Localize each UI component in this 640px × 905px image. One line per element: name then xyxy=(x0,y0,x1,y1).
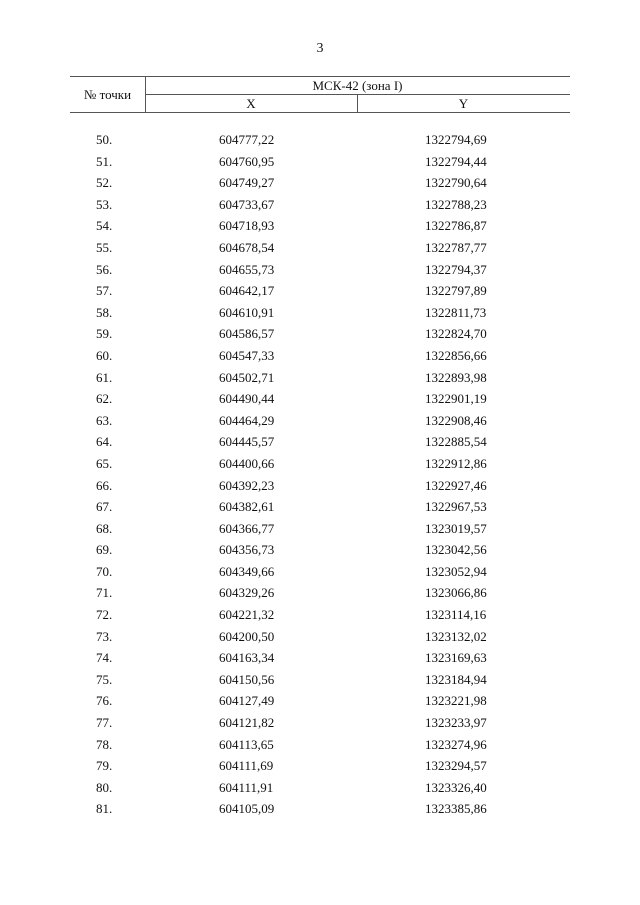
table-row xyxy=(0,626,640,648)
x-coordinate: 604356,73 xyxy=(219,542,275,558)
y-coordinate: 1323132,02 xyxy=(425,628,487,644)
x-coordinate: 604111,69 xyxy=(219,758,274,774)
y-coordinate: 1323019,57 xyxy=(425,520,487,536)
table-row xyxy=(0,777,640,799)
x-coordinate: 604445,57 xyxy=(219,434,275,450)
x-coordinate: 604111,91 xyxy=(219,779,274,795)
y-coordinate: 1322927,46 xyxy=(425,477,487,493)
point-number: 67. xyxy=(96,499,113,515)
x-coordinate: 604777,22 xyxy=(219,132,275,147)
x-coordinate: 604655,73 xyxy=(219,261,275,277)
table-row xyxy=(0,280,640,302)
point-number: 75. xyxy=(96,671,113,687)
y-coordinate: 1323233,97 xyxy=(425,715,487,731)
point-number: 54. xyxy=(96,218,113,234)
y-coordinate: 1322912,86 xyxy=(425,455,487,471)
y-coordinate: 1323184,94 xyxy=(425,671,487,687)
point-number: 71. xyxy=(96,585,113,601)
point-number: 77. xyxy=(96,715,113,731)
table-row xyxy=(0,215,640,237)
y-coordinate: 1323042,56 xyxy=(425,542,487,558)
y-coordinate: 1322790,64 xyxy=(425,175,487,191)
x-coordinate: 604718,93 xyxy=(219,218,275,234)
point-number: 79. xyxy=(96,758,113,774)
x-coordinate: 604610,91 xyxy=(219,304,275,320)
y-coordinate: 1322788,23 xyxy=(425,196,487,212)
table-row xyxy=(0,151,640,173)
x-coordinate: 604366,77 xyxy=(219,520,275,536)
x-coordinate: 604749,27 xyxy=(219,175,275,191)
x-coordinate: 604221,32 xyxy=(219,607,275,623)
table-row xyxy=(0,172,640,194)
x-coordinate: 604464,29 xyxy=(219,412,275,428)
y-coordinate: 1322794,37 xyxy=(425,261,487,277)
y-coordinate: 1322893,98 xyxy=(425,369,487,385)
y-coordinate: 1323052,94 xyxy=(425,563,487,579)
table-row xyxy=(0,561,640,583)
point-number: 69. xyxy=(96,542,113,558)
x-coordinate: 604113,65 xyxy=(219,736,274,752)
y-coordinate: 1323385,86 xyxy=(425,801,487,817)
point-number: 62. xyxy=(96,391,113,407)
point-number: 66. xyxy=(96,477,113,493)
point-number: 50. xyxy=(96,132,113,147)
table-row xyxy=(0,604,640,626)
y-coordinate: 1322967,53 xyxy=(425,499,487,515)
y-coordinate: 1322811,73 xyxy=(425,304,487,320)
point-number: 81. xyxy=(96,801,113,817)
y-coordinate: 1322794,44 xyxy=(425,153,487,169)
point-number: 73. xyxy=(96,628,113,644)
table-row xyxy=(0,388,640,410)
y-coordinate: 1322885,54 xyxy=(425,434,487,450)
x-coordinate: 604150,56 xyxy=(219,671,275,687)
table-row xyxy=(0,237,640,259)
y-coordinate: 1322797,89 xyxy=(425,283,487,299)
page-number: 3 xyxy=(316,41,324,56)
y-coordinate: 1323294,57 xyxy=(425,758,487,774)
x-coordinate: 604642,17 xyxy=(219,283,275,299)
y-coordinate: 1322786,87 xyxy=(425,218,487,234)
header-point-number: № точки xyxy=(83,87,132,102)
point-number: 70. xyxy=(96,563,113,579)
table-row xyxy=(0,690,640,712)
table-row xyxy=(0,453,640,475)
point-number: 74. xyxy=(96,650,113,666)
table-row xyxy=(0,323,640,345)
x-coordinate: 604490,44 xyxy=(219,391,275,407)
point-number: 63. xyxy=(96,412,113,428)
coordinates-table-body xyxy=(0,129,640,820)
table-row xyxy=(0,755,640,777)
point-number: 78. xyxy=(96,736,113,752)
x-coordinate: 604733,67 xyxy=(219,196,275,212)
x-coordinate: 604400,66 xyxy=(219,455,275,471)
y-coordinate: 1322824,70 xyxy=(425,326,487,342)
x-coordinate: 604121,82 xyxy=(219,715,275,731)
table-row xyxy=(0,647,640,669)
table-row xyxy=(0,367,640,389)
x-coordinate: 604163,34 xyxy=(219,650,275,666)
table-row xyxy=(0,518,640,540)
header-bottom-border xyxy=(70,112,570,113)
x-coordinate: 604678,54 xyxy=(219,239,275,255)
y-coordinate: 1323274,96 xyxy=(425,736,487,752)
x-coordinate: 604392,23 xyxy=(219,477,275,493)
table-row xyxy=(0,345,640,367)
y-coordinate: 1322794,69 xyxy=(425,132,487,147)
point-number: 60. xyxy=(96,347,113,363)
table-row xyxy=(0,410,640,432)
point-number: 59. xyxy=(96,326,113,342)
table-row xyxy=(0,734,640,756)
point-number: 72. xyxy=(96,607,113,623)
table-row xyxy=(0,669,640,691)
y-coordinate: 1323114,16 xyxy=(425,607,487,623)
y-coordinate: 1322856,66 xyxy=(425,347,487,363)
y-coordinate: 1322908,46 xyxy=(425,412,487,428)
y-coordinate: 1322787,77 xyxy=(425,239,487,255)
x-coordinate: 604349,66 xyxy=(219,563,275,579)
y-coordinate: 1323066,86 xyxy=(425,585,487,601)
x-coordinate: 604586,57 xyxy=(219,326,275,342)
y-coordinate: 1323326,40 xyxy=(425,779,487,795)
x-coordinate: 604105,09 xyxy=(219,801,275,817)
y-coordinate: 1323221,98 xyxy=(425,693,487,709)
table-row xyxy=(0,475,640,497)
point-number: 58. xyxy=(96,304,113,320)
header-y: Y xyxy=(458,96,469,111)
point-number: 80. xyxy=(96,779,113,795)
table-row xyxy=(0,798,640,820)
point-number: 68. xyxy=(96,520,113,536)
header-coordinate-system: МСК-42 (зона I) xyxy=(312,78,403,93)
header-x: X xyxy=(246,96,256,111)
point-number: 57. xyxy=(96,283,113,299)
point-number: 55. xyxy=(96,239,113,255)
point-number: 56. xyxy=(96,261,113,277)
x-coordinate: 604760,95 xyxy=(219,153,275,169)
table-row xyxy=(0,496,640,518)
x-coordinate: 604127,49 xyxy=(219,693,275,709)
table-row xyxy=(0,259,640,281)
table-row xyxy=(0,194,640,216)
point-number: 52. xyxy=(96,175,113,191)
point-number: 53. xyxy=(96,196,113,212)
table-row xyxy=(0,712,640,734)
x-coordinate: 604502,71 xyxy=(219,369,275,385)
point-number: 51. xyxy=(96,153,113,169)
table-row xyxy=(0,129,640,151)
point-number: 61. xyxy=(96,369,113,385)
x-coordinate: 604329,26 xyxy=(219,585,275,601)
x-coordinate: 604200,50 xyxy=(219,628,275,644)
y-coordinate: 1323169,63 xyxy=(425,650,487,666)
x-coordinate: 604382,61 xyxy=(219,499,275,515)
point-number: 76. xyxy=(96,693,113,709)
table-row xyxy=(0,539,640,561)
x-coordinate: 604547,33 xyxy=(219,347,275,363)
table-row xyxy=(0,431,640,453)
y-coordinate: 1322901,19 xyxy=(425,391,487,407)
table-row xyxy=(0,582,640,604)
point-number: 65. xyxy=(96,455,113,471)
table-row xyxy=(0,302,640,324)
point-number: 64. xyxy=(96,434,113,450)
